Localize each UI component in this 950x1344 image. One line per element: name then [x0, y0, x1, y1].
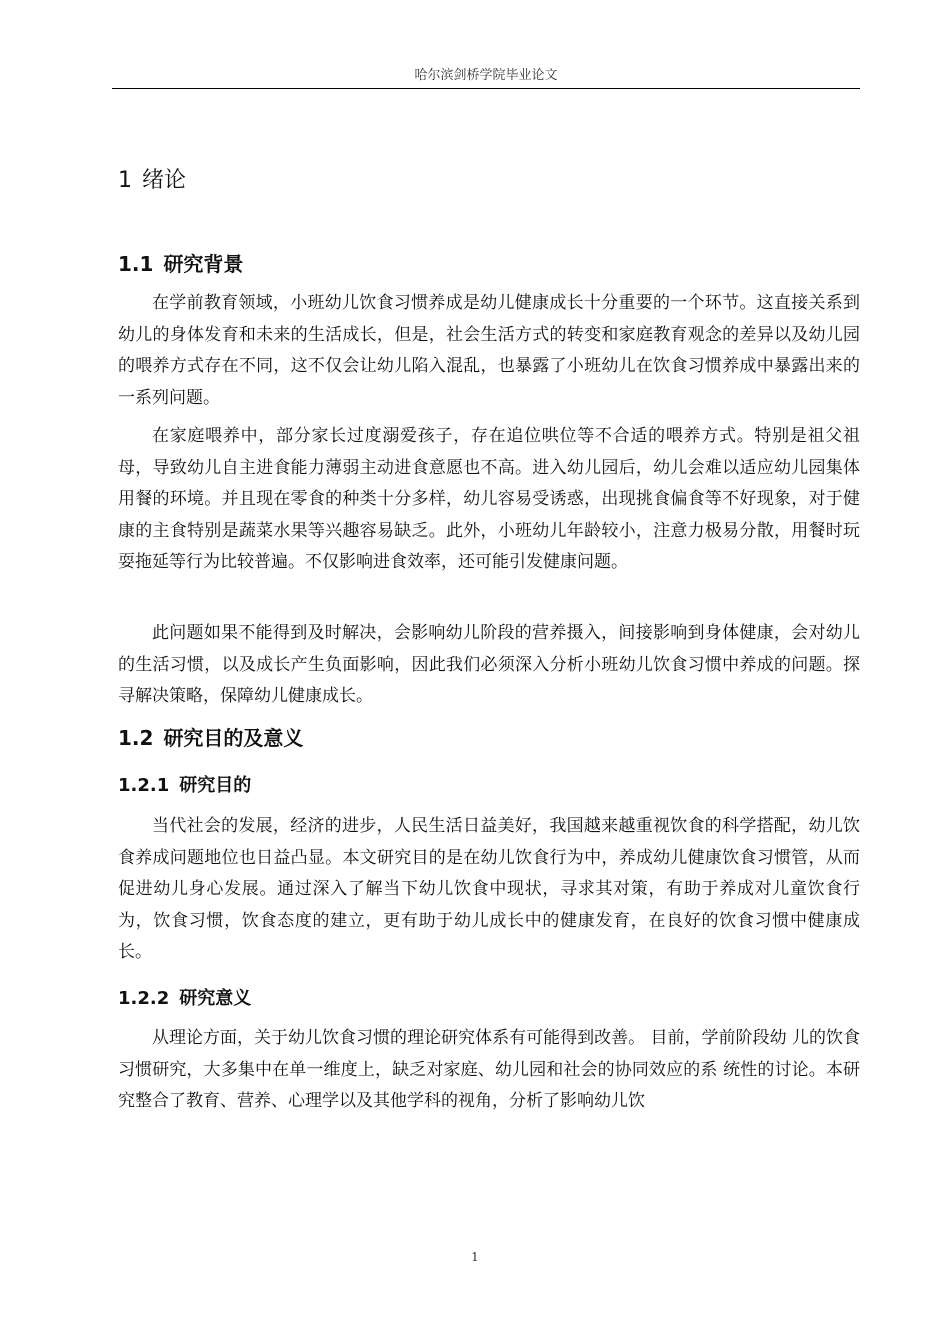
chapter-title: 绪论	[142, 168, 187, 193]
subsection-heading-1-2-2	[118, 984, 251, 1010]
paragraph-background-1: 在学前教育领域，小班幼儿饮食习惯养成是幼儿健康成长十分重要的一个环节。这直接关系到幼儿的身体发育和未来的生活成长，但是，社会生活方式的转变和家庭教育观念的差异以及幼儿园的喂养方式存在不同，这不仅会让幼儿陷入混乱，也暴露了小班幼儿在饮食习惯养成中暴露出来的一系列问题。	[118, 293, 860, 408]
subsection-number: 1.2.1	[118, 775, 170, 796]
section-heading-1-2	[118, 722, 303, 751]
section-number: 1.2	[118, 726, 154, 750]
subsection-number: 1.2.2	[118, 988, 170, 1009]
paragraph-background-2: 在家庭喂养中，部分家长过度溺爱孩子，存在追位哄位等不合适的喂养方式。特别是祖父祖母，导致幼儿自主进食能力薄弱主动进食意愿也不高。进入幼儿园后，幼儿会难以适应幼儿园集体用餐的环境。并且现在零食的种类十分多样，幼儿容易受诱惑，出现挑食偏食等不好现象，对于健康的主食特别是蔬菜水果等兴趣容易缺乏。此外，小班幼儿年龄较小，注意力极易分散，用餐时玩耍拖延等行为比较普遍。不仅影响进食效率，还可能引发健康问题。	[118, 426, 860, 572]
chapter-number: 1	[118, 168, 132, 193]
subsection-heading-1-2-1	[118, 771, 251, 797]
header-rule	[112, 88, 860, 89]
page-header: 哈尔滨剑桥学院毕业论文	[414, 68, 558, 83]
subsection-title: 研究目的	[179, 775, 252, 796]
subsection-title: 研究意义	[179, 988, 252, 1009]
section-heading-1-1	[118, 248, 243, 277]
page-number: 1	[471, 1250, 479, 1264]
section-number: 1.1	[118, 252, 154, 276]
chapter-heading	[118, 163, 186, 194]
section-title: 研究目的及意义	[163, 726, 304, 750]
paragraph-background-3: 此问题如果不能得到及时解决，会影响幼儿阶段的营养摄入，间接影响到身体健康，会对幼儿的生活习惯，以及成长产生负面影响，因此我们必须深入分析小班幼儿饮食习惯中养成的问题。探寻解决策略，保障幼儿健康成长。	[118, 623, 860, 706]
paragraph-meaning: 从理论方面，关于幼儿饮食习惯的理论研究体系有可能得到改善。 目前，学前阶段幼 儿的饮食习惯研究，大多集中在单一维度上，缺乏对家庭、幼儿园和社会的协同效应的系 统性的讨论。本研究整合了教育、营养、心理学以及其他学科的视角，分析了影响幼儿饮	[118, 1028, 860, 1111]
paragraph-purpose: 当代社会的发展，经济的进步，人民生活日益美好，我国越来越重视饮食的科学搭配，幼儿饮食养成问题地位也日益凸显。本文研究目的是在幼儿饮食行为中，养成幼儿健康饮食习惯管，从而促进幼儿身心发展。通过深入了解当下幼儿饮食中现状，寻求其对策，有助于养成对儿童饮食行为，饮食习惯，饮食态度的建立，更有助于幼儿成长中的健康发育，在良好的饮食习惯中健康成长。	[118, 816, 860, 962]
section-title: 研究背景	[163, 252, 244, 276]
